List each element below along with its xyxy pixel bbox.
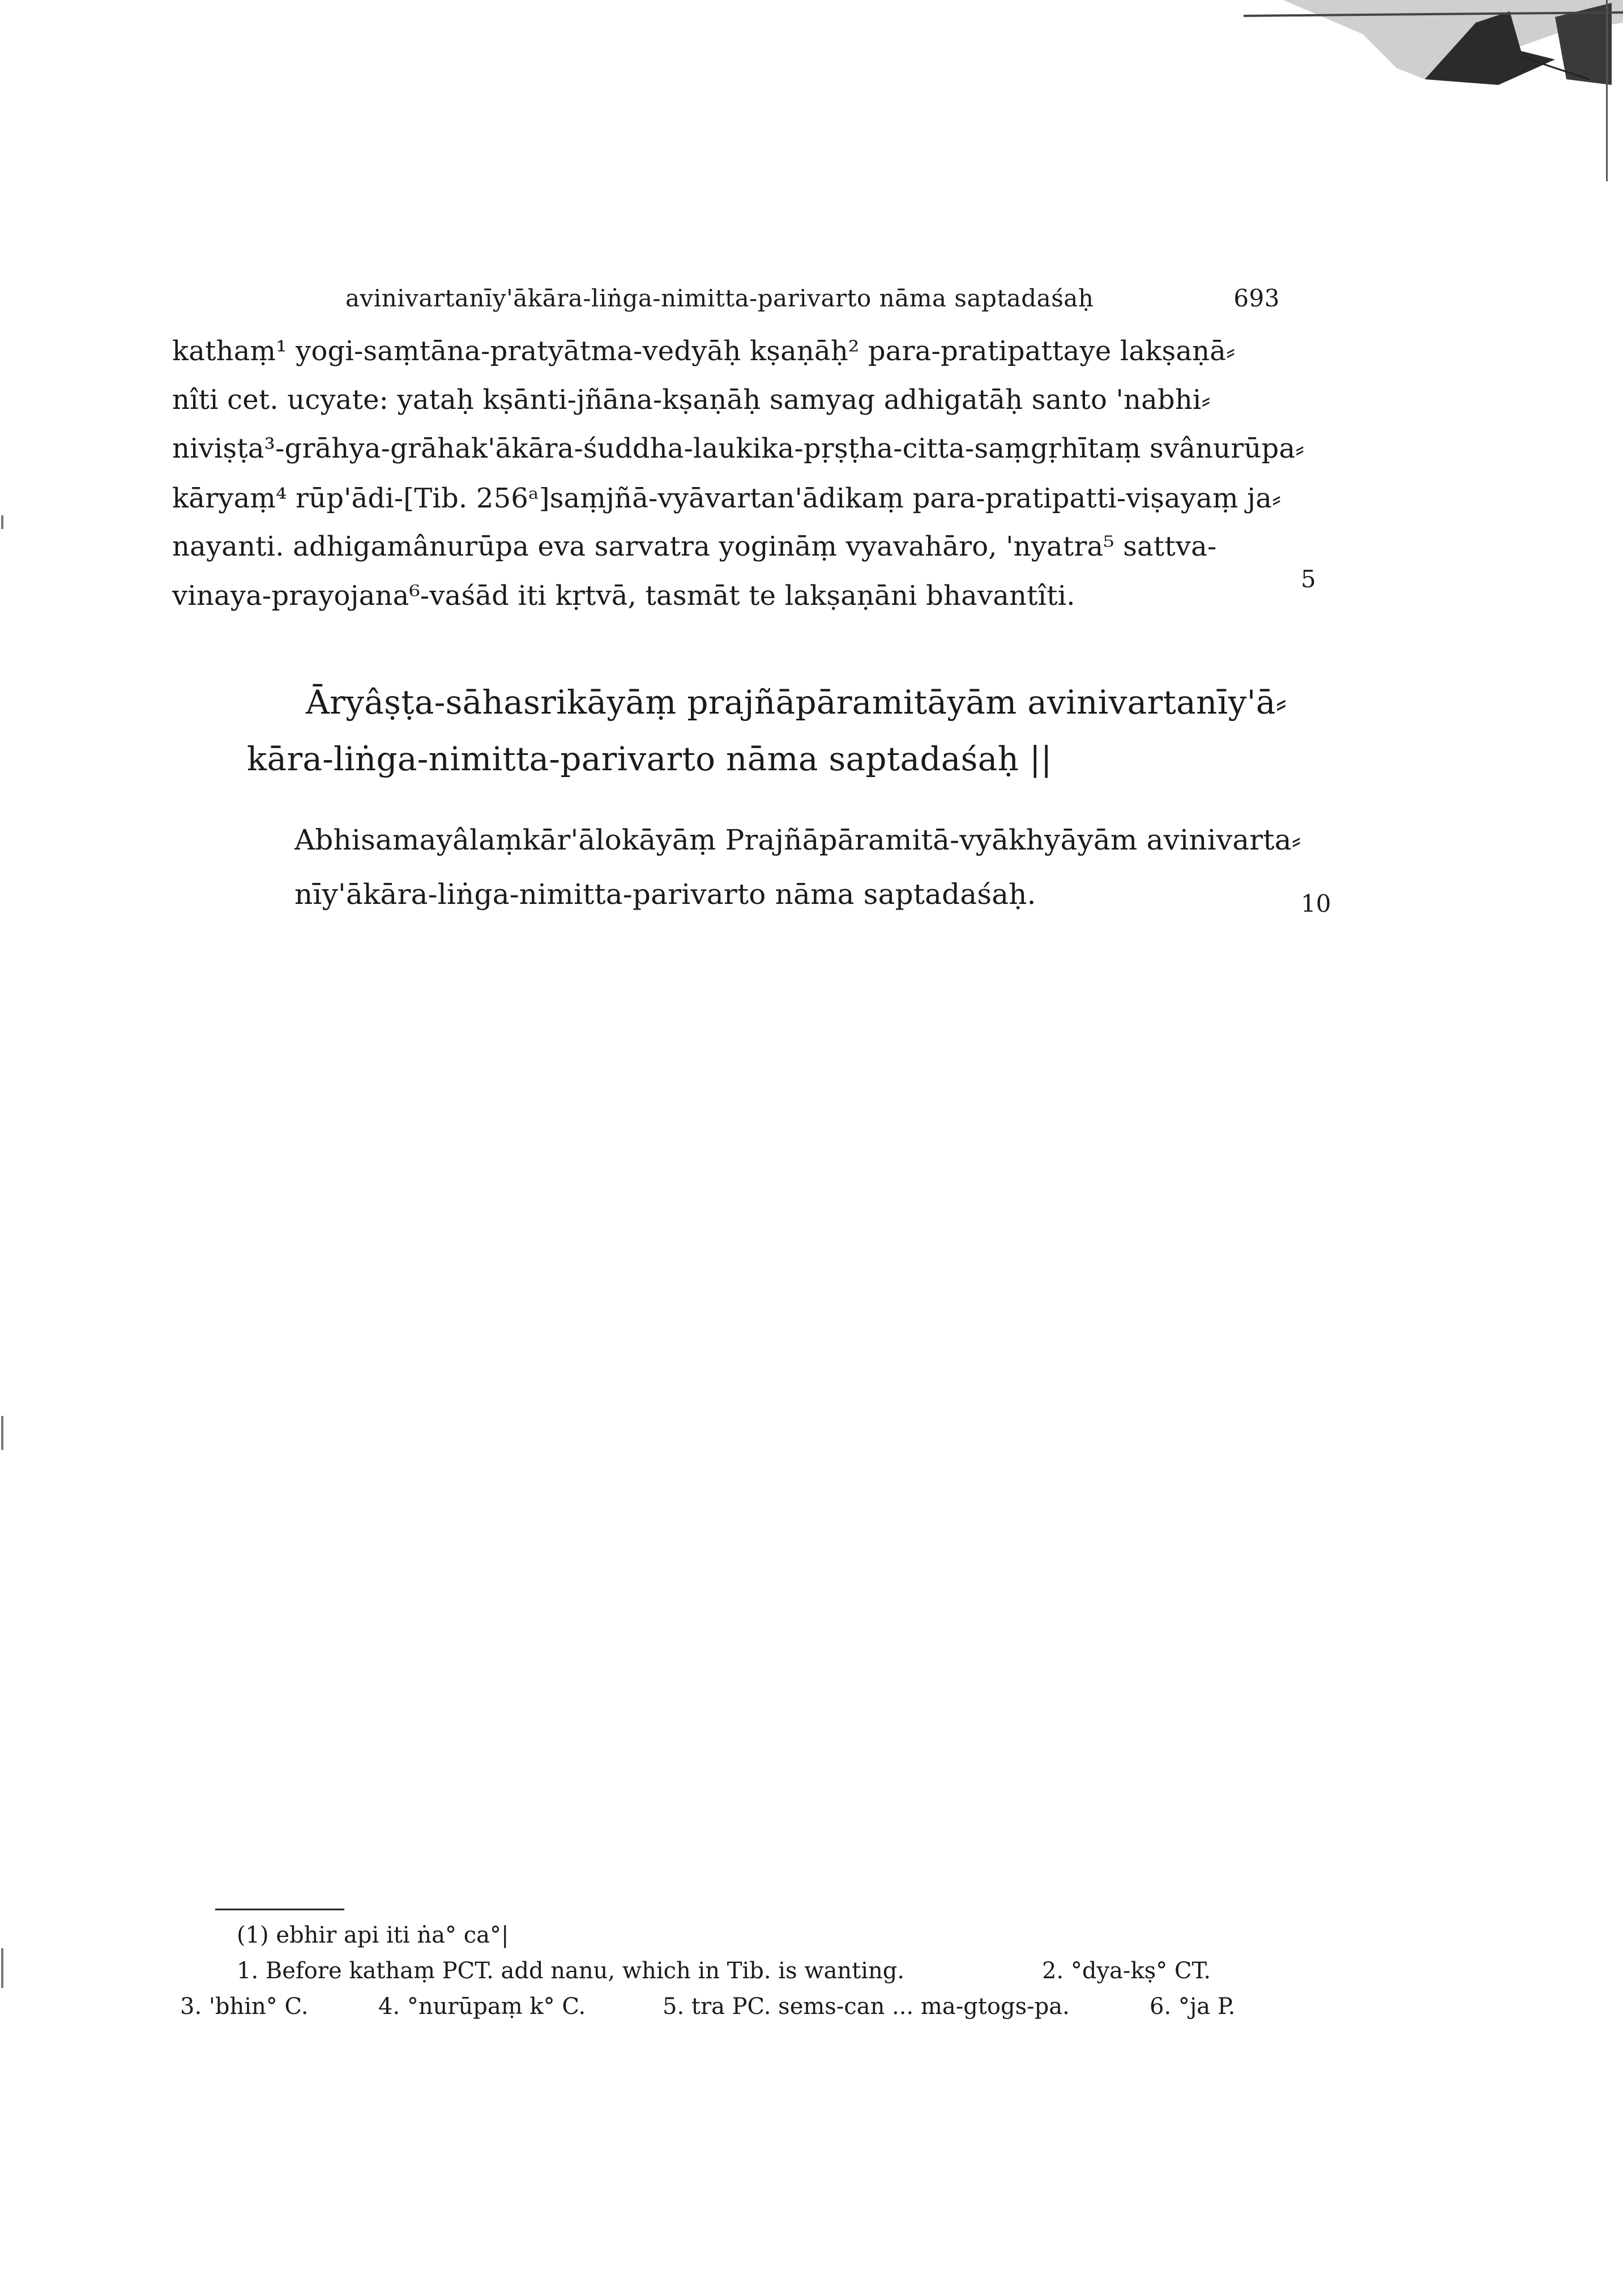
colophon-line: Āryâṣṭa-sāhasrikāyāṃ prajñāpāramitāyām avinivartanīy'ā⸗ <box>306 683 1287 722</box>
colophon-line: kāra-liṅga-nimitta-parivarto nāma saptadaśaḥ || <box>247 740 1052 778</box>
scan-edge-mark <box>1 1948 3 1988</box>
scan-edge-mark <box>1 515 3 529</box>
line-number: 5 <box>1301 565 1316 593</box>
footnote-rule <box>215 1909 344 1910</box>
body-line: kathaṃ¹ yogi-saṃtāna-pratyātma-vedyāḥ kṣaṇāḥ² para-pratipattaye lakṣaṇā⸗ <box>172 335 1236 367</box>
colophon-line: Abhisamayâlaṃkār'ālokāyāṃ Prajñāpāramitā-vyākhyāyām avinivarta⸗ <box>294 823 1301 856</box>
colophon-line: nīy'ākāra-liṅga-nimitta-parivarto nāma saptadaśaḥ. <box>294 878 1036 911</box>
footnote: 2. °dya-kṣ° CT. <box>1042 1958 1211 1984</box>
body-line: nîti cet. ucyate: yataḥ kṣānti-jñāna-kṣaṇāḥ samyag adhigatāḥ santo 'nabhi⸗ <box>172 384 1211 416</box>
scanned-corner-fold <box>1159 0 1623 159</box>
footnote: (1) ebhir api iti ṅa° ca°| <box>237 1922 509 1948</box>
page-number: 693 <box>1233 284 1280 312</box>
body-line: vinaya-prayojana⁶-vaśād iti kṛtvā, tasmāt te lakṣaṇāni bhavantîti. <box>172 580 1075 612</box>
running-head <box>345 284 1280 318</box>
body-line: niviṣṭa³-grāhya-grāhak'ākāra-śuddha-laukika-pṛṣṭha-citta-saṃgṛhītaṃ svânurūpa⸗ <box>172 433 1305 464</box>
body-line: nayanti. adhigamânurūpa eva sarvatra yogināṃ vyavahāro, 'nyatra⁵ sattva- <box>172 531 1217 562</box>
scan-edge-mark <box>1 1416 3 1450</box>
footnote: 3. 'bhin° C. <box>180 1994 309 2020</box>
footnote: 4. °nurūpaṃ k° C. <box>378 1994 586 2020</box>
line-number: 10 <box>1301 890 1331 917</box>
footnote: 5. tra PC. sems-can ... ma-gtogs-pa. <box>663 1994 1070 2020</box>
body-line: kāryaṃ⁴ rūp'ādi-[Tib. 256ᵃ]saṃjñā-vyāvartan'ādikaṃ para-pratipatti-viṣayaṃ ja⸗ <box>172 483 1282 514</box>
running-head-title: avinivartanīy'ākāra-liṅga-nimitta-parivarto nāma saptadaśaḥ <box>345 284 1094 312</box>
footnote: 1. Before kathaṃ PCT. add nanu, which in Tib. is wanting. <box>237 1958 905 1984</box>
scan-edge-line <box>1606 0 1608 181</box>
footnote: 6. °ja P. <box>1150 1994 1236 2020</box>
